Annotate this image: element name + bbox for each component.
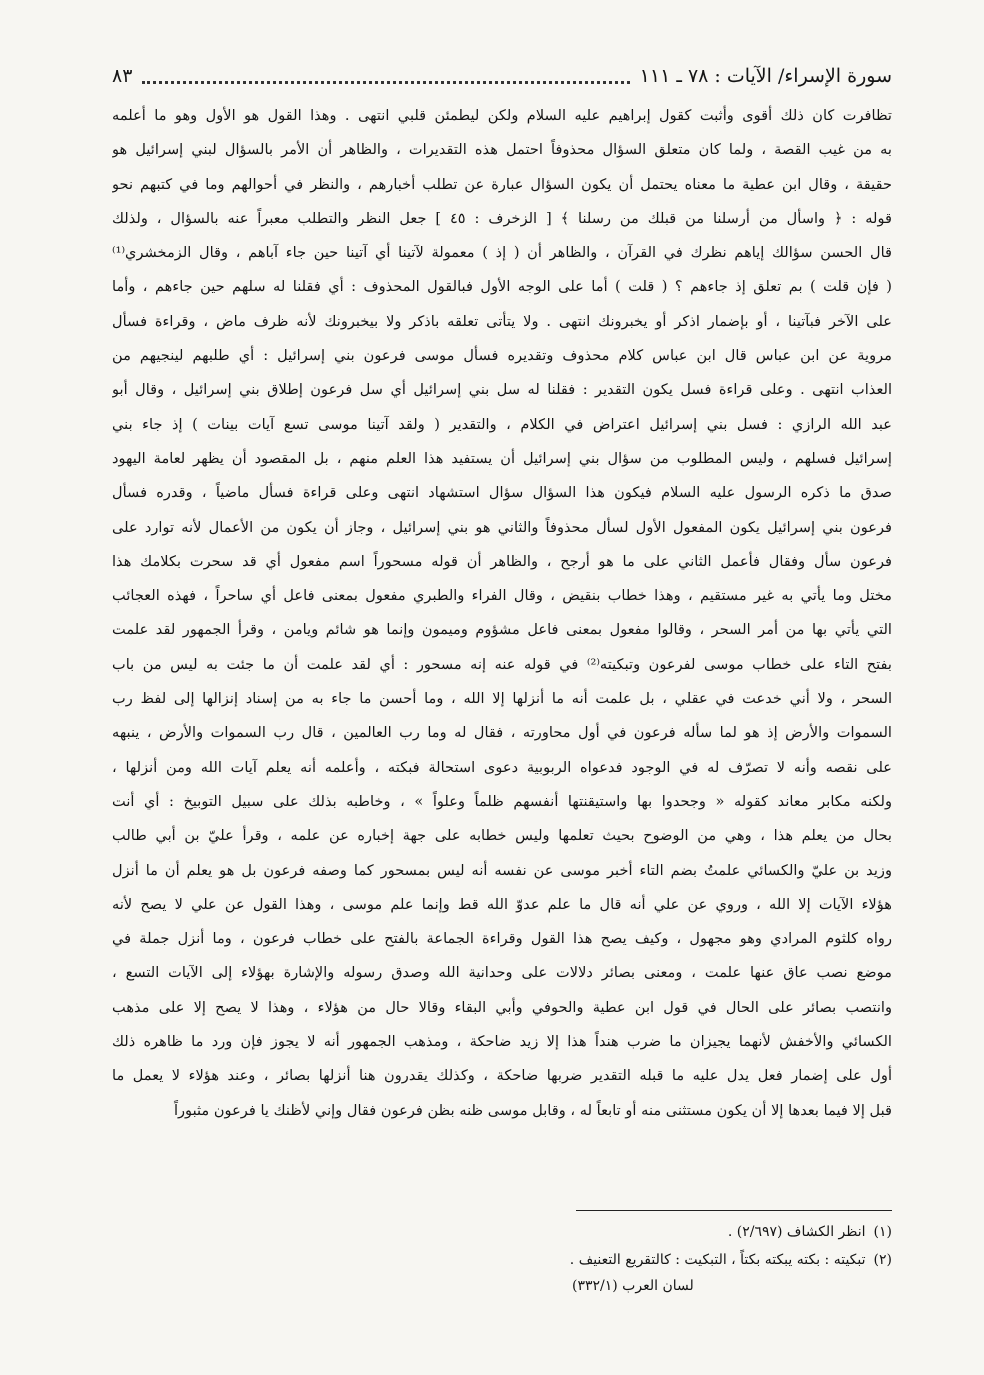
text-line: هؤلاء الآيات إلا الله ، وروي عن علي أنه قال ما علم عدوّ الله قط وإنما علم موسى ، وهذا القول عن علي لا يصح لأنه: [112, 895, 892, 913]
text-line: وزيد بن عليّ والكسائي علمتُ بضم التاء أخبر موسى عن نفسه أنه ليس بمسحور كما وصفه فرعون بل هو يعلم أن ما أنزل: [112, 861, 892, 879]
text-line: بفتح التاء على خطاب موسى لفرعون وتبكيته⁽²⁾ في قوله عنه إنه مسحور : أي لقد علمت أن ما جئت به ليس من باب: [112, 655, 892, 673]
text-line: فرعون بني إسرائيل يكون المفعول الأول لسأل محذوفاً والثاني هو بني إسرائيل ، وجاز أن يكون من الأعمال لأنه توارد على: [112, 518, 892, 536]
text-line: على الآخر فبآتينا ، أو بإضمار اذكر أو يخبرونك انتهى . ولا يتأتى تعلقه باذكر ولا بيخبرونك لأنه ظرف ماض ، وقراءة فسأل: [112, 312, 892, 330]
text-line: قوله : ﴿ واسأل من أرسلنا من قبلك من رسلنا ﴾ [ الزخرف : ٤٥ ] جعل النظر والتطلب معبراً عنه بالسؤال ، ولذلك: [112, 209, 892, 227]
text-line: قبل إلا فيما بعدها إلا أن يكون مستثنى منه أو تابعاً له ، وقابل موسى ظنه بظن فرعون فقال وإني لأظنك يا فرعون مثبوراً: [173, 1101, 892, 1119]
text-line: العذاب انتهى . وعلى قراءة فسل يكون التقدير : فقلنا له سل بني إسرائيل أي سل فرعون إطلاق بني إسرائيل ، وقال أبو: [112, 381, 892, 399]
text-line: صدق ما ذكره الرسول عليه السلام فيكون هذا السؤال سؤال استشهاد انتهى وعلى قراءة فسأل ماضياً ، وقدره فسأل: [112, 484, 892, 502]
text-line: الكسائي والأخفش لأنهما يجيزان ما ضرب هنداً هذا إلا زيد ضاحكة ، ومذهب الجمهور أنه لا يجوز فإن ورد ما ظاهره ذلك: [112, 1033, 892, 1051]
page-number: ٨٣: [112, 65, 133, 87]
text-line: السحر ، ولا أني خدعت في عقلي ، بل علمت أنه ما أنزلها إلا الله ، وما أحسن ما جاء به من إسناد إنزالها إلى لفظ رب: [112, 690, 892, 708]
footnotes: [112, 1218, 892, 1274]
text-line: تظافرت كان ذلك أقوى وأثبت كقول إبراهيم عليه السلام ولكن ليطمئن قلبي انتهى . وهذا القول هو الأول وهو ما أعلمه: [112, 107, 892, 124]
text-line: ولكنه مكابر معاند كقوله « وجحدوا بها واستيقنتها أنفسهم ظلماً وعلواً » ، وخاطبه بذلك على سبيل التوبيخ : أي أنت: [112, 792, 892, 810]
text-line: رواه كلثوم المرادي وهو مجهول ، وكيف يصح هذا القول وقراءة الجماعة بالفتح على خطاب فرعون ، وما أنزل جملة في: [112, 930, 892, 948]
text-line: فرعون سأل وفقال فأعمل الثاني على ما هو أرجح ، والظاهر أن قوله مسحوراً اسم مفعول أي قد سحرت بكلامك هذا: [112, 552, 892, 570]
text-line: عبد الله الرازي : فسل بني إسرائيل اعتراض في الكلام ، والتقدير ( ولقد آتينا موسى تسع آيات بينات ) إذ جاء بني: [112, 415, 892, 433]
footnote-separator: [576, 1210, 892, 1211]
text-line: ( فإن قلت ) بم تعلق إذ جاءهم ؟ ( قلت ) أما على الوجه الأول فبالقول المحذوف : أي فقلنا له سلهم حين جاءهم ، وأما: [112, 278, 892, 296]
footnote-1: [112, 1218, 892, 1246]
footnote-text: تبكيته : بكته يبكته بكتاً ، التبكيت : كالتقريع التعنيف .: [569, 1252, 866, 1268]
text-line: به من غيب القصة ، ولما كان متعلق السؤال محذوفاً احتمل هذه التقديرات ، والظاهر أن الأمر بالسؤال لبني إسرائيل هو: [112, 141, 892, 159]
text-line: على نقصه وأنه لا تصرّف له في الوجود فدعواه الربوبية دعوى استحالة فبكته ، وأعلمه أنه يعلم آيات الله ومن أنزلها ،: [112, 758, 892, 776]
text-line: أول على إضمار فعل يدل عليه ما قبله التقدير ضربها ضاحكة ، وكذلك يقدرون هنا أنزلها بصائر ، وعند هؤلاء لا يعمل ما: [112, 1067, 892, 1085]
footnote-2: [112, 1246, 892, 1274]
text-line: السموات والأرض إذ هو لما سأله فرعون في أول محاورته ، فقال له وما رب العالمين ، قال رب السموات والأرض ، ينبهه: [112, 724, 892, 742]
leader-dots: [142, 81, 629, 84]
main-text: [112, 99, 892, 1197]
footnote-number: (١): [873, 1224, 892, 1240]
footnote-number: (٢): [873, 1252, 892, 1268]
running-title: سورة الإسراء/ الآيات : ٧٨ ـ ١١١: [639, 65, 892, 87]
text-line: التي يأتي بها من أمر السحر ، وقالوا مفعول بمعنى فاعل مشؤوم وميمون وإنما هو شائم ويامن ، وقرأ الجمهور لقد علمت: [112, 621, 892, 639]
text-line: إسرائيل فسلهم ، وليس المطلوب من سؤال بني إسرائيل أن يستفيد هذا العلم منهم ، بل المقصود أن يظهر لعامة اليهود: [112, 449, 892, 467]
text-line: مختل وما يأتي به غير مستقيم ، وهذا خطاب بنقيض ، وقال الفراء والطبري مفعول بمعنى فاعل أي ساحراً ، فهذه العجائب: [112, 587, 892, 605]
running-header: [112, 58, 892, 94]
text-line: وانتصب بصائر على الحال في قول ابن عطية والحوفي وأبي البقاء وقالا حال من هؤلاء ، وهذا لا يصح إلا على مذهب: [112, 998, 892, 1016]
text-line: موضع نصب عاق عنها علمت ، ومعنى بصائر دلالات على وحدانية الله وصدق رسوله والإشارة بهؤلاء إلى الآيات التسع ،: [112, 964, 892, 982]
text-line: بحال من يعلم هذا ، وهي من الوضوح بحيث تعلمها وليس خطابه على جهة إخباره عن علمه ، وقرأ عليّ بن أبي طالب: [112, 827, 892, 845]
source-reference: لسان العرب (٣٣٢/١): [572, 1278, 694, 1294]
text-line: قال الحسن سؤالك إياهم نظرك في القرآن ، والظاهر أن ( إذ ) معمولة لآتينا أي آتينا حين جاء آباهم ، وقال الزمخشري⁽¹⁾: [112, 244, 892, 262]
text-line: مروية عن ابن عباس قال ابن عباس كلام محذوف وتقديره فسأل موسى فرعون بني إسرائيل : أي طلبهم لينجيهم من: [112, 347, 892, 365]
footnote-text: انظر الكشاف (٢/٦٩٧) .: [727, 1224, 866, 1240]
text-line: حقيقة ، وقال ابن عطية ما معناه يحتمل أن يكون السؤال عبارة عن تطلب أخبارهم ، والنظر في أحوالهم وما في كتبهم نحو: [112, 175, 892, 193]
